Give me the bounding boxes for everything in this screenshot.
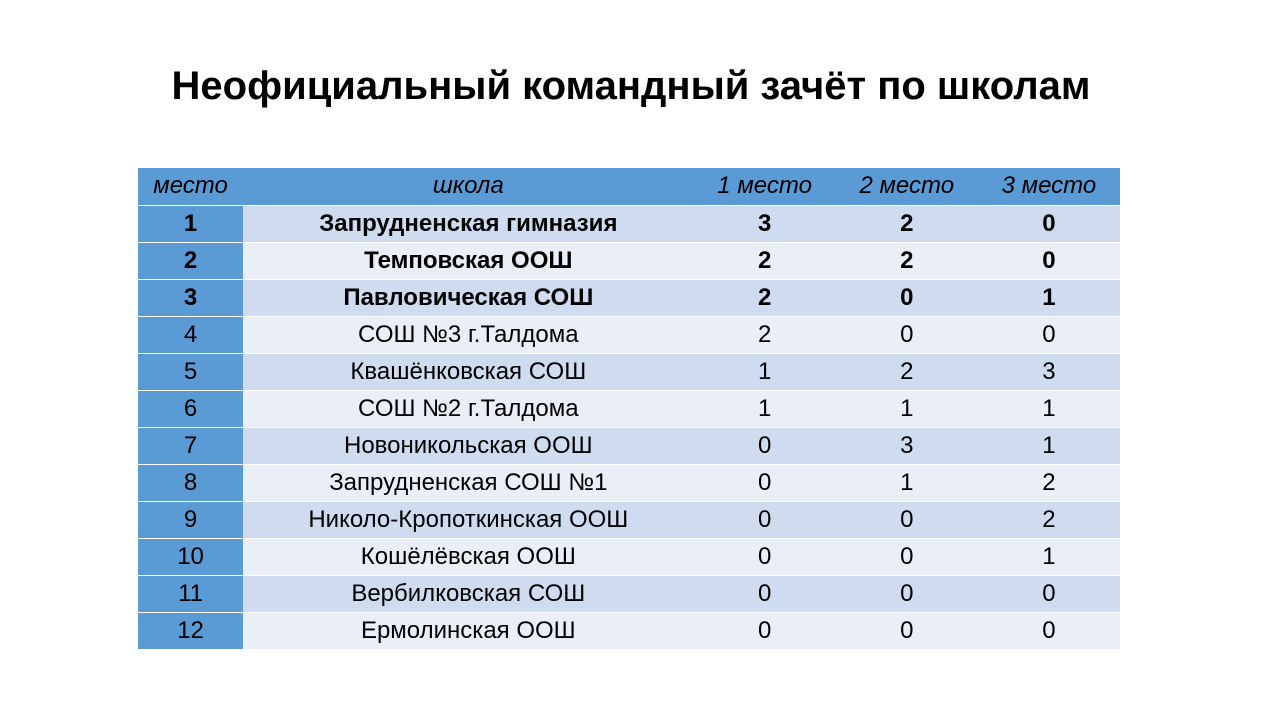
second-place-count-cell: 1 (836, 390, 978, 427)
place-cell: 8 (138, 464, 243, 501)
table-body (138, 205, 1120, 649)
third-place-count-cell: 2 (978, 464, 1120, 501)
first-place-count-cell: 2 (694, 242, 836, 279)
table-row (138, 205, 1120, 242)
header-place: место (138, 168, 243, 205)
second-place-count-cell: 3 (836, 427, 978, 464)
second-place-count-cell: 0 (836, 538, 978, 575)
school-cell: Новоникольская ООШ (243, 427, 693, 464)
place-cell: 9 (138, 501, 243, 538)
table-row (138, 242, 1120, 279)
third-place-count-cell: 3 (978, 353, 1120, 390)
second-place-count-cell: 1 (836, 464, 978, 501)
third-place-count-cell: 0 (978, 612, 1120, 649)
school-cell: Квашёнковская СОШ (243, 353, 693, 390)
table-header-row (138, 168, 1120, 205)
place-cell: 11 (138, 575, 243, 612)
header-third-place: 3 место (978, 168, 1120, 205)
first-place-count-cell: 2 (694, 316, 836, 353)
second-place-count-cell: 2 (836, 353, 978, 390)
table-row (138, 612, 1120, 649)
third-place-count-cell: 0 (978, 316, 1120, 353)
table-row (138, 279, 1120, 316)
second-place-count-cell: 2 (836, 205, 978, 242)
table-row (138, 501, 1120, 538)
header-first-place: 1 место (694, 168, 836, 205)
place-cell: 12 (138, 612, 243, 649)
third-place-count-cell: 1 (978, 279, 1120, 316)
third-place-count-cell: 2 (978, 501, 1120, 538)
place-cell: 3 (138, 279, 243, 316)
third-place-count-cell: 1 (978, 390, 1120, 427)
second-place-count-cell: 0 (836, 575, 978, 612)
table-row (138, 316, 1120, 353)
school-cell: Ермолинская ООШ (243, 612, 693, 649)
school-cell: Павловическая СОШ (243, 279, 693, 316)
school-cell: Кошёлёвская ООШ (243, 538, 693, 575)
table-row (138, 390, 1120, 427)
first-place-count-cell: 0 (694, 612, 836, 649)
first-place-count-cell: 1 (694, 390, 836, 427)
first-place-count-cell: 0 (694, 538, 836, 575)
header-second-place: 2 место (836, 168, 978, 205)
third-place-count-cell: 1 (978, 427, 1120, 464)
first-place-count-cell: 0 (694, 575, 836, 612)
first-place-count-cell: 0 (694, 464, 836, 501)
school-cell: Вербилковская СОШ (243, 575, 693, 612)
second-place-count-cell: 0 (836, 501, 978, 538)
place-cell: 2 (138, 242, 243, 279)
place-cell: 6 (138, 390, 243, 427)
school-cell: Николо-Кропоткинская ООШ (243, 501, 693, 538)
first-place-count-cell: 3 (694, 205, 836, 242)
school-cell: Запрудненская гимназия (243, 205, 693, 242)
header-school: школа (243, 168, 693, 205)
table-row (138, 353, 1120, 390)
second-place-count-cell: 2 (836, 242, 978, 279)
place-cell: 1 (138, 205, 243, 242)
third-place-count-cell: 0 (978, 242, 1120, 279)
school-cell: Запрудненская СОШ №1 (243, 464, 693, 501)
table-row (138, 575, 1120, 612)
table-row (138, 538, 1120, 575)
first-place-count-cell: 2 (694, 279, 836, 316)
second-place-count-cell: 0 (836, 316, 978, 353)
place-cell: 5 (138, 353, 243, 390)
results-table (138, 168, 1120, 650)
third-place-count-cell: 0 (978, 205, 1120, 242)
school-cell: СОШ №3 г.Талдома (243, 316, 693, 353)
table-row (138, 427, 1120, 464)
second-place-count-cell: 0 (836, 612, 978, 649)
first-place-count-cell: 1 (694, 353, 836, 390)
table-row (138, 464, 1120, 501)
slide-title: Неофициальный командный зачёт по школам (171, 64, 1091, 108)
school-cell: Темповская ООШ (243, 242, 693, 279)
school-cell: СОШ №2 г.Талдома (243, 390, 693, 427)
place-cell: 7 (138, 427, 243, 464)
place-cell: 10 (138, 538, 243, 575)
third-place-count-cell: 0 (978, 575, 1120, 612)
place-cell: 4 (138, 316, 243, 353)
third-place-count-cell: 1 (978, 538, 1120, 575)
second-place-count-cell: 0 (836, 279, 978, 316)
first-place-count-cell: 0 (694, 501, 836, 538)
first-place-count-cell: 0 (694, 427, 836, 464)
